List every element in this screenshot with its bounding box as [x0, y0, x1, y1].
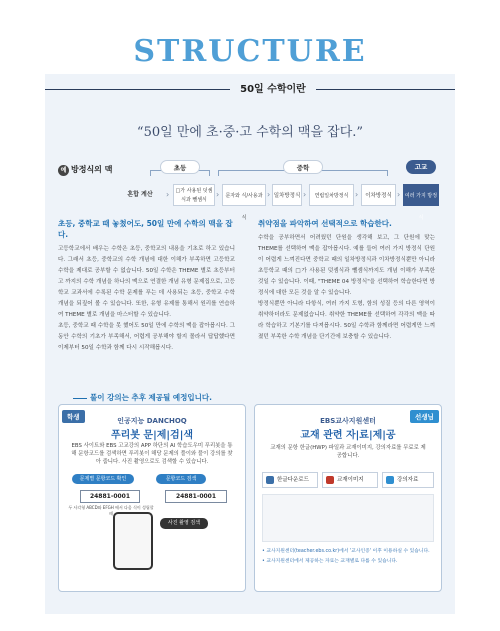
arrow-icon: ›	[303, 190, 307, 199]
stage-middle: 중학	[283, 160, 323, 174]
method-label-text: 방정식의 맥	[71, 165, 113, 174]
left-paragraph-1: 고등학교에서 배우는 수학은 초등, 중학교의 내용을 기초로 하고 있습니다. 그래서 초등, 중학교의 수학 개념에 대한 이해가 부족하면 고등학교 수학을 제대로 공부할 수 없습니다. 50일 수학은 THEME 별로 초등부터 고 까지의 수학 개념을 하나의 맥으로 연결한 개념 유형 문제집으로, 고등학교 교과서에 수록된 수학 문제를 푸는 데 사용되는 초등, 중학교 수학 개념을 되짚어 볼 수 있습니다. 또한, 유형 유제를 통해서 원리를 연습하여 THEME 별로 개념을 마스터할 수 있습니다.	[58, 246, 235, 318]
teacher-note-1: • 교사지원센터(teacher.ebs.co.kr)에서 '교사인증' 이후 이용하실 수 있습니다.	[262, 549, 430, 554]
arrow-icon: ›	[216, 190, 220, 199]
right-paragraph-1: 수학을 공부하면서 어려웠던 단원을 생각해 보고, 그 단원에 맞는 THEME를 선택하여 맥을 잡아봅시다. 예를 들어 여러 가지 방정식 단원이 어렵게 느껴진다면 중학교 때의 일차방정식과 이차방정식뿐만 아니라 초등학교 때의 □가 사용된 덧셈식과 뺄셈식까지도 개념 이해가 부족한 것일 수 있습니다. 이때, "THEME 04 방정식"을 선택하여 학습한다면 방정식에 대한 모든 것을 알 수 있습니다.	[258, 235, 435, 296]
arrow-icon: ›	[397, 190, 401, 199]
left-column	[58, 218, 235, 354]
student-card-title: 푸리봇 문|제|검|색	[110, 430, 194, 441]
teacher-card-title: 교재 관련 자|료|제|공	[300, 430, 396, 441]
lecture-notice: 풀이 강의는 추후 제공될 예정입니다.	[73, 392, 212, 403]
stage-high: 고교	[406, 160, 436, 174]
teacher-tag: 선생님	[410, 410, 439, 423]
teacher-card-small-title: EBS교사지원센터	[320, 417, 376, 425]
quote: “50일 만에 초·중·고 수학의 맥을 잡다.”	[136, 125, 364, 140]
download-icon	[266, 476, 274, 484]
document-icon	[386, 476, 394, 484]
tile-textbook-image[interactable]	[322, 472, 378, 488]
step-various: 여러 가지 방정식	[403, 184, 439, 206]
tile-lecture-material[interactable]	[382, 472, 434, 488]
step-mixed-calc: 혼합 계산	[127, 191, 153, 198]
step-linear: 일차방정식	[272, 184, 302, 206]
right-paragraph-2: 방정식뿐만 아니라 다항식, 여러 가지 도형, 함의 성질 등의 다른 영역이 취약하더라도 문제없습니다. 취약한 THEME를 선택하여 각각의 맥을 따라 학습하고 기본기를 다져봅시다. 50일 수학과 함께라면 어렵게만 느껴졌던 부족한 수학 개념을 단기간에 보충할 수 있습니다.	[258, 301, 435, 340]
section-subtitle: 50일 수학이란	[230, 81, 316, 99]
student-card-desc: EBS 사이트와 EBS 고교강의 APP 하단의 AI 학습도우미 푸리봇을 통해 문항코드를 검색하면 푸리봇이 해당 문제의 풀이와 풀이 강의를 찾아 줍니다. 사진 촬영으로도 검색할 수 있습니다.	[71, 443, 233, 465]
code-display: 24881-0001	[80, 490, 140, 503]
teacher-card-desc: 교재의 문항 한글(HWP) 파일과 교재이미지, 강의자료를 무료로 제공합니다.	[270, 445, 426, 459]
image-icon	[326, 476, 334, 484]
page-title: STRUCTURE	[133, 34, 367, 69]
code-search-input[interactable]: 24881-0001	[165, 490, 227, 503]
step-quadratic: 이차방정식	[361, 184, 396, 206]
method-label	[58, 164, 112, 176]
right-heading: 취약점을 파악하여 선택적으로 학습한다.	[258, 219, 392, 228]
code-check-pill: 문제별 문항코드 확인	[72, 474, 134, 484]
arrow-icon: ›	[267, 190, 271, 199]
photo-search-button[interactable]: 사진 촬영 검색	[160, 518, 208, 529]
student-card-small-title: 인공지능 DANCHOQ	[117, 417, 187, 425]
section-header	[45, 80, 455, 100]
stage-elementary: 초등	[160, 160, 200, 174]
phone-mockup	[113, 512, 153, 570]
step-box-equation: □가 사용된 덧셈식과 뺄셈식	[173, 184, 215, 206]
left-paragraph-2: 초등, 중학교 때 수학을 못 했어도 50일 만에 수학의 맥을 잡아봅시다. 그동안 수학의 기초가 부족해서, 어렵게 공부해야 할지 몰라서 답답했다면 이제부터 50일 수학과 함께 다시 시작해봅시다.	[58, 323, 235, 351]
tile-label: 강의자료	[397, 477, 419, 483]
step-letters: 문자와 식/사용과 식	[222, 184, 266, 206]
arrow-icon: ›	[166, 190, 170, 199]
tile-hwp-download[interactable]	[262, 472, 318, 488]
screenshot-preview	[262, 494, 434, 542]
right-column	[258, 218, 435, 343]
teacher-note-2: • 교사지원센터에서 제공하는 자료는 교재별로 다를 수 있습니다.	[262, 559, 398, 564]
step-simultaneous: 연립일차방정식	[309, 184, 354, 206]
left-heading: 초등, 중학교 때 놓쳤어도, 50일 만에 수학의 맥을 잡다.	[58, 219, 233, 239]
tile-label: 한글다운로드	[277, 477, 309, 483]
tile-label: 교재이미지	[337, 477, 364, 483]
code-note: 두 사각형 ABCD와 EFGH 에서 다음 식이 성립할 때	[68, 505, 154, 516]
code-search-pill: 문항코드 검색	[156, 474, 206, 484]
student-tag: 학생	[62, 410, 85, 423]
arrow-icon: ›	[355, 190, 359, 199]
example-badge: 예	[58, 165, 69, 176]
